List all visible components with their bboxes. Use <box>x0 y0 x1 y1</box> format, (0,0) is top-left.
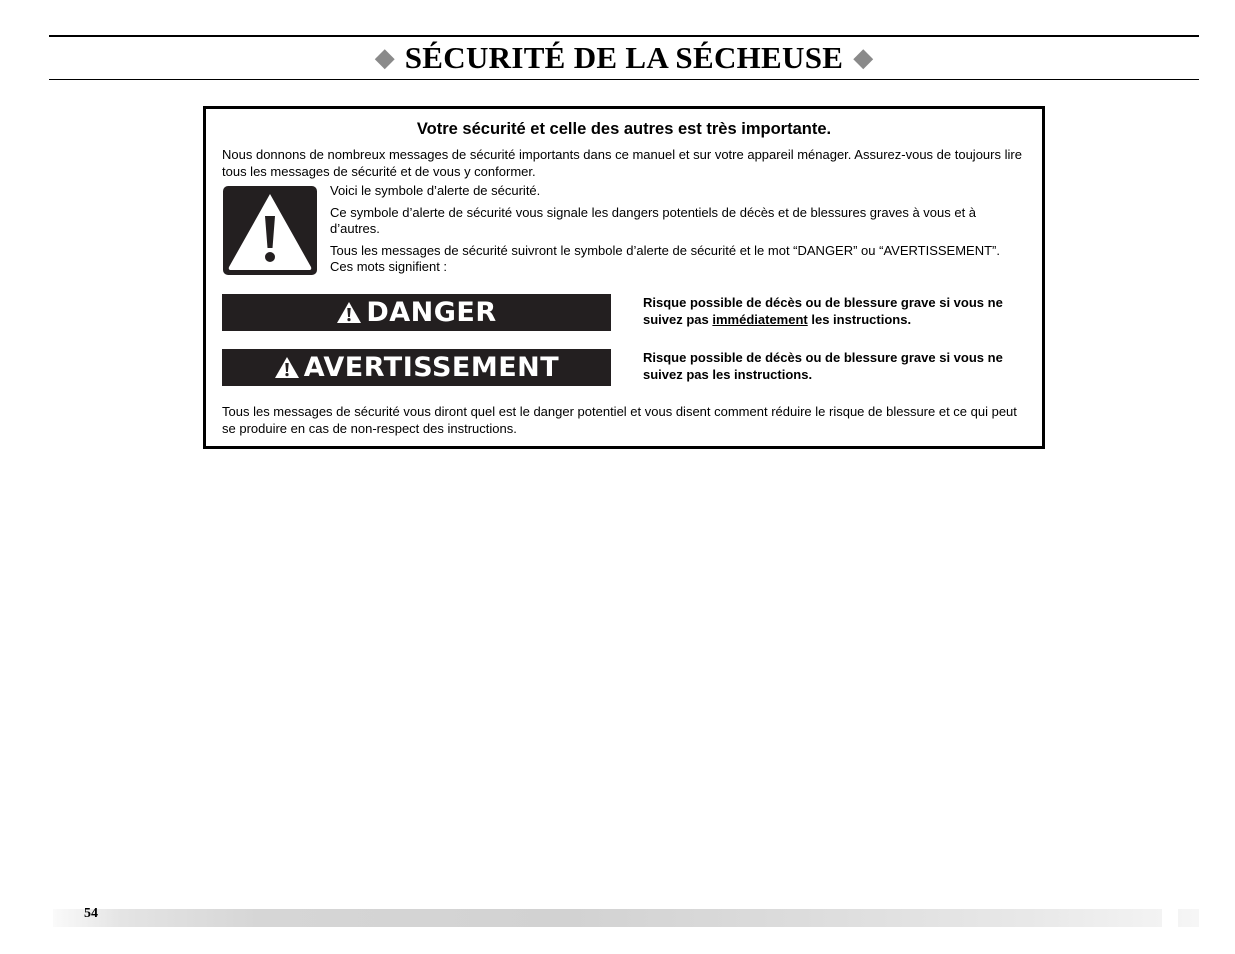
footer-bar <box>53 909 1199 927</box>
header-top-rule <box>49 35 1199 37</box>
alert-text-2: Ce symbole d’alerte de sécurité vous signale les dangers potentiels de décès et de blessures graves à vous et à d’autres. <box>330 205 977 236</box>
warning-label: AVERTISSEMENT <box>303 352 560 383</box>
safety-alert-icon <box>223 186 317 275</box>
warning-signal-bar <box>222 349 611 386</box>
danger-signal-bar <box>222 294 611 331</box>
safety-box <box>203 106 1045 449</box>
danger-description: Risque possible de décès ou de blessure grave si vous ne suivez pas immédiatement les instructions. <box>643 295 1003 327</box>
danger-label: DANGER <box>366 297 497 328</box>
warning-triangle-icon <box>336 301 362 324</box>
footer-bar-gap <box>1162 909 1178 927</box>
safety-heading: Votre sécurité et celle des autres est très importante. <box>416 120 832 138</box>
warning-triangle-icon <box>274 356 300 379</box>
page-number: 54 <box>84 906 98 921</box>
diamond-icon: ◆ <box>374 43 395 73</box>
page-title-text: SÉCURITÉ DE LA SÉCHEUSE <box>404 40 844 75</box>
header-bottom-rule <box>49 79 1199 80</box>
page-title <box>49 38 1199 78</box>
warning-description: Risque possible de décès ou de blessure grave si vous ne suivez pas les instructions. <box>643 350 1003 382</box>
danger-emphasis: immédiatement <box>712 312 808 327</box>
safety-outro: Tous les messages de sécurité vous diront quel est le danger potentiel et vous disent comment réduire le risque de blessure et ce qui peut se produire en cas de non-respect des instructions. <box>222 404 1017 436</box>
alert-text-1: Voici le symbole d’alerte de sécurité. <box>330 183 541 198</box>
diamond-icon: ◆ <box>853 43 874 73</box>
safety-intro: Nous donnons de nombreux messages de sécurité importants dans ce manuel et sur votre appareil ménager. Assurez-vous de toujours lire tous les messages de sécurité et de vous y conformer. <box>222 147 1022 179</box>
alert-symbol-explanation <box>330 183 1020 281</box>
alert-text-3: Tous les messages de sécurité suivront le symbole d’alerte de sécurité et le mot “DANGER” ou “AVERTISSEMENT”. Ces mots signifient : <box>330 243 1000 274</box>
